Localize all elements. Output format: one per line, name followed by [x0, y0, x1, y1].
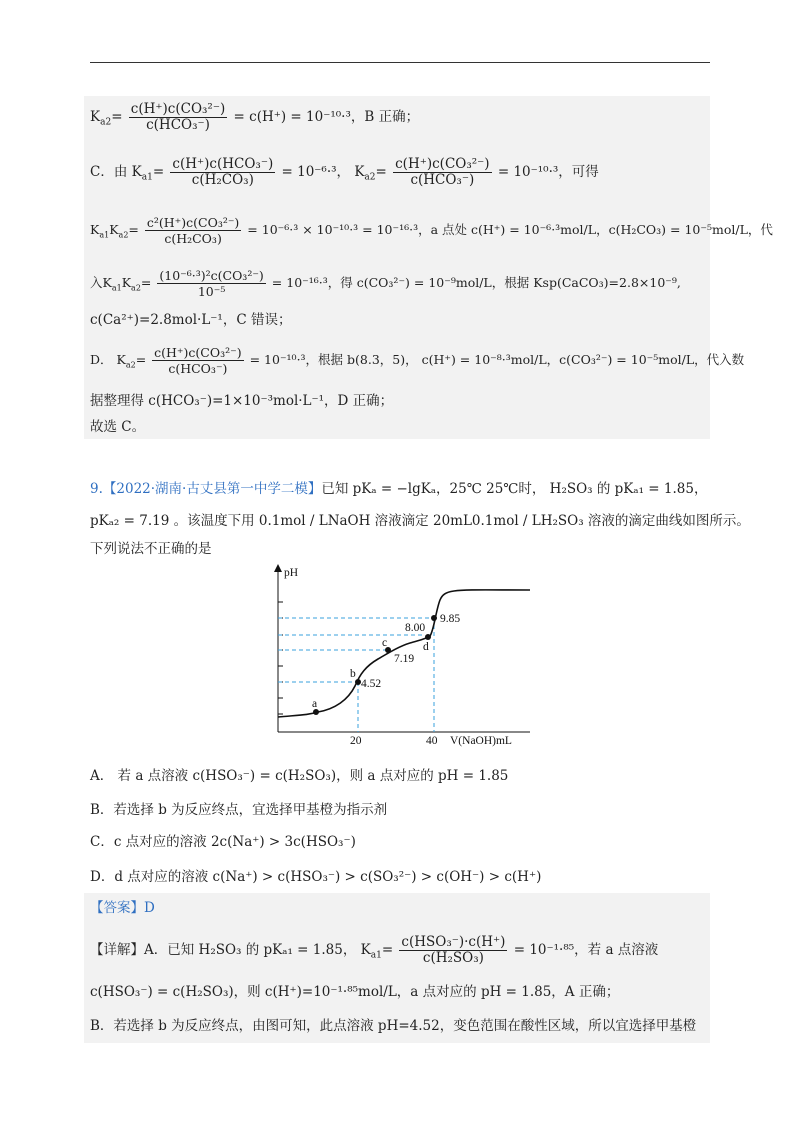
analysis-line-2: C．由 $K_{a1}=$ $\frac{\text{c(H⁺)c(HCO₃⁻)}}{\text{c(H₂CO₃)}}$ = 10⁻⁶·³， $K_{a2}=$ $\frac{\text{c(H⁺)c(CO₃²⁻)}}{\text{c(HCO₃⁻)}}$ = 10⁻¹⁰·³，可得 — [90, 156, 599, 188]
svg-text:a: a — [312, 698, 318, 710]
svg-text:8.00: 8.00 — [405, 622, 426, 634]
question-line-1: 9.【2022·湖南·古丈县第一中学二模】已知 pKₐ = −lgKₐ，25℃ 25℃时， H₂SO₃ 的 pKₐ₁ = 1.85， — [90, 481, 708, 497]
analysis-line-6: D． $K_{a2}=$ $\frac{\text{c(H⁺)c(CO₃²⁻)}}{\text{c(HCO₃⁻)}}$ = 10⁻¹⁰·³，根据 b(8.3，5)， c(H⁺) = 10⁻⁸·³mol/L，c(CO₃²⁻) = 10⁻⁵mol/L，代入数 — [90, 345, 745, 376]
point-a — [312, 698, 319, 715]
svg-text:4.52: 4.52 — [361, 678, 382, 690]
detail-line-3: B．若选择 b 为反应终点，由图可知，此点溶液 pH=4.52，变色范围在酸性区域，所以宜选择甲基橙 — [90, 1018, 697, 1034]
option-b[interactable]: B．若选择 b 为反应终点，宜选择甲基橙为指示剂 — [90, 802, 388, 818]
svg-text:7.19: 7.19 — [394, 653, 415, 665]
y-axis-label: pH — [284, 567, 299, 579]
option-a[interactable]: A． 若 a 点溶液 c(HSO₃⁻) = c(H₂SO₃)，则 a 点对应的 pH = 1.85 — [90, 768, 509, 784]
x-axis-label: V(NaOH)mL — [450, 735, 512, 747]
x-tick-40: 40 — [426, 735, 438, 747]
analysis-line-4: 入$K_{a1}K_{a2}=$ $\frac{\text{(10⁻⁶·³)²c(CO₃²⁻)}}{\text{10⁻⁵}}$ = 10⁻¹⁶·³，得 c(CO₃²⁻) = 10⁻⁹mol/L，根据 Ksp(CaCO₃)=2.8×10⁻⁹, — [90, 268, 681, 299]
svg-text:b: b — [350, 668, 356, 680]
svg-text:c: c — [382, 637, 388, 649]
answer-tag: 【答案】 — [90, 900, 144, 916]
svg-text:d: d — [423, 641, 429, 653]
analysis-line-5: c(Ca²⁺)=2.8mol·L⁻¹，C 错误； — [90, 312, 292, 328]
analysis-line-7: 据整理得 c(HCO₃⁻)=1×10⁻³mol·L⁻¹，D 正确； — [90, 393, 394, 409]
fraction: $\frac{\text{c(H⁺)c(CO₃²⁻)}}{\text{c(HCO₃⁻)}}$ — [130, 101, 226, 133]
answer-value: D — [144, 900, 155, 916]
y-tick-marks — [278, 602, 283, 714]
question-source: 【2022·湖南·古丈县第一中学二模】 — [102, 481, 322, 497]
analysis-line-1: $K_{a2}=$ $\frac{\text{c(H⁺)c(CO₃²⁻)}}{\text{c(HCO₃⁻)}}$ = c(H⁺) = 10⁻¹⁰·³，B 正确； — [90, 101, 420, 133]
svg-text:9.85: 9.85 — [440, 613, 461, 625]
option-c[interactable]: C．c 点对应的溶液 2c(Na⁺) > 3c(HSO₃⁻) — [90, 834, 356, 850]
question-number: 9. — [90, 481, 103, 497]
analysis-line-8: 故选 C。 — [90, 419, 146, 435]
header-rule — [90, 62, 710, 63]
titration-chart — [260, 560, 540, 750]
question-line-2: pKₐ₂ = 7.19 。该温度下用 0.1mol / LNaOH 溶液滴定 20mL0.1mol / LH₂SO₃ 溶液的滴定曲线如图所示。 — [90, 513, 750, 529]
option-d[interactable]: D．d 点对应的溶液 c(Na⁺) > c(HSO₃⁻) > c(SO₃²⁻) > c(OH⁻) > c(H⁺) — [90, 869, 542, 885]
point-c — [382, 637, 414, 665]
detail-line-2: c(HSO₃⁻) = c(H₂SO₃)，则 c(H⁺)=10⁻¹·⁸⁵mol/L，a 点对应的 pH = 1.85，A 正确； — [90, 984, 620, 1000]
point-d — [405, 622, 431, 653]
detail-line-1: 【详解】A．已知 H₂SO₃ 的 pKₐ₁ = 1.85， $K_{a1}=$ $\frac{\text{c(HSO₃⁻)·c(H⁺)}}{\text{c(H₂SO₃)}}$ = 10⁻¹·⁸⁵，若 a 点溶液 — [90, 934, 659, 966]
detail-tag: 【详解】 — [90, 942, 144, 958]
analysis-line-3: $K_{a1}K_{a2}=$ $\frac{\text{c²(H⁺)c(CO₃²⁻)}}{\text{c(H₂CO₃)}}$ = 10⁻⁶·³ × 10⁻¹⁰·³ = 10⁻¹⁶·³，a 点处 c(H⁺) = 10⁻⁶·³mol/L，c(H₂CO₃) = 10⁻⁵mol/L，代 — [90, 215, 773, 246]
question-line-3: 下列说法不正确的是 — [90, 541, 212, 557]
answer-line — [90, 899, 155, 917]
x-tick-20: 20 — [350, 735, 362, 747]
